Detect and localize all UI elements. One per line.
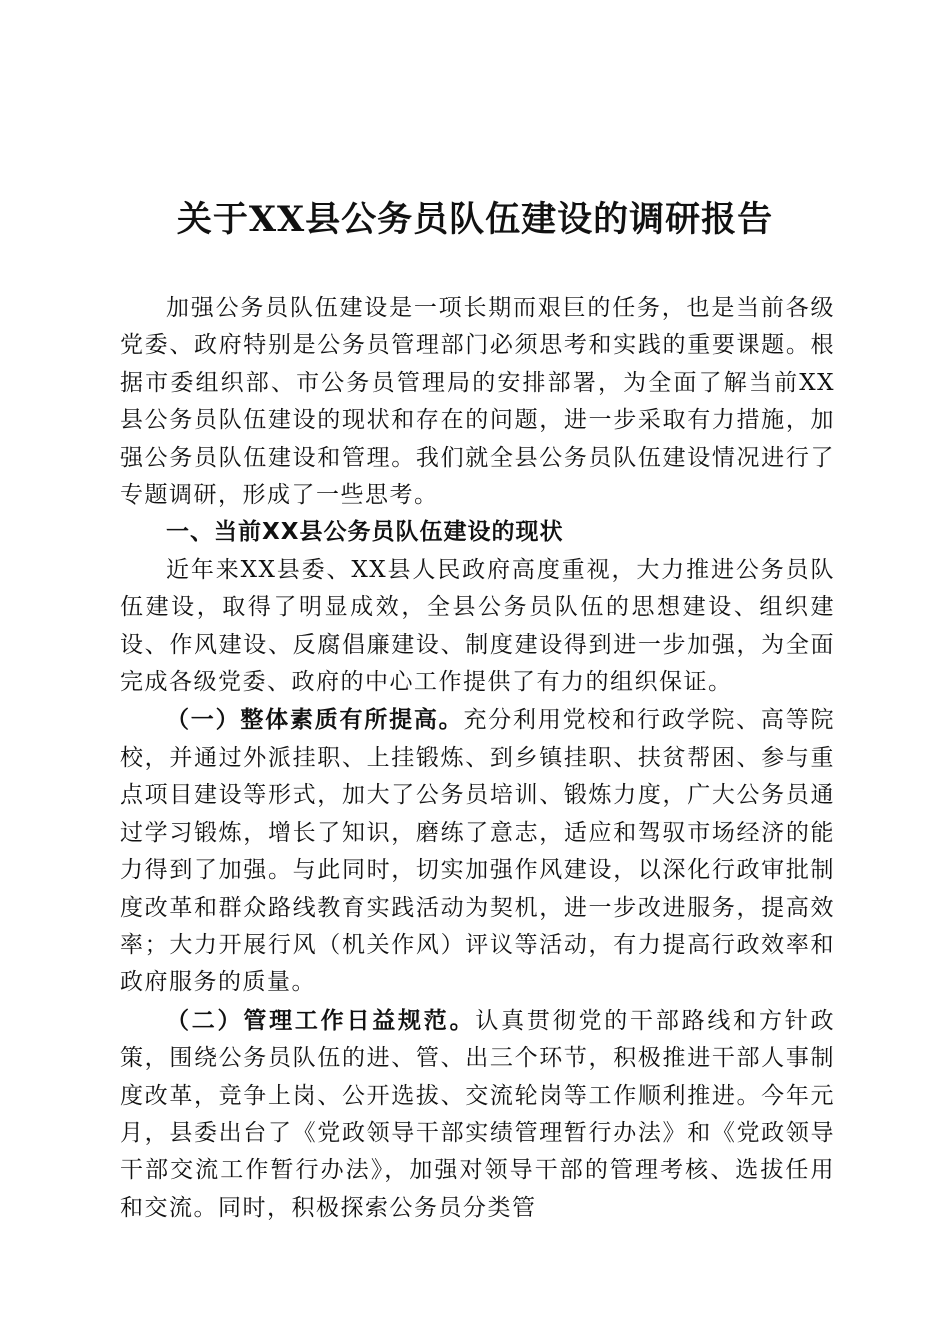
section-paragraph: 近年来XX县委、XX县人民政府高度重视，大力推进公务员队伍建设，取得了明显成效，全县公务员队伍的思想建设、组织建设、作风建设、反腐倡廉建设、制度建设得到进一步加强，为全面完成各级党委、政府的中心工作提供了有力的组织保证。: [120, 556, 835, 696]
document-body: [120, 290, 835, 1227]
intro-paragraph: 加强公务员队伍建设是一项长期而艰巨的任务，也是当前各级党委、政府特别是公务员管理部门必须思考和实践的重要课题。根据市委组织部、市公务员管理局的安排部署，为全面了解当前XX县公务员队伍建设的现状和存在的问题，进一步采取有力措施，加强公务员队伍建设和管理。我们就全县公务员队伍建设情况进行了专题调研，形成了一些思考。: [120, 295, 835, 509]
subsection-text-1: 充分利用党校和行政学院、高等院校，并通过外派挂职、上挂锻炼、到乡镇挂职、扶贫帮困、参与重点项目建设等形式，加大了公务员培训、锻炼力度，广大公务员通过学习锻炼，增长了知识，磨练了意志，适应和驾驭市场经济的能力得到了加强。与此同时，切实加强作风建设，以深化行政审批制度改革和群众路线教育实践活动为契机，进一步改进服务，提高效率；大力开展行风（机关作风）评议等活动，有力提高行政效率和政府服务的质量。: [120, 707, 836, 996]
subsection-paragraph-1: [120, 701, 835, 1001]
document-title: 关于XX县公务员队伍建设的调研报告: [176, 199, 774, 240]
subsection-paragraph-2: [120, 1002, 835, 1227]
subsection-lead-2: （二）管理工作日益规范。: [166, 1006, 476, 1034]
section-heading: 一、当前XX县公务员队伍建设的现状: [166, 519, 564, 546]
subsection-lead-1: （一）整体素质有所提高。: [166, 706, 464, 734]
subsection-text-2: 认真贯彻党的干部路线和方针政策，围绕公务员队伍的进、管、出三个环节，积极推进干部人事制度改革，竞争上岗、公开选拔、交流轮岗等工作顺利推进。今年元月，县委出台了《党政领导干部实绩管理暂行办法》和《党政领导干部交流工作暂行办法》，加强对领导干部的管理考核、选拔任用和交流。同时，积极探索公务员分类管: [120, 1007, 836, 1221]
